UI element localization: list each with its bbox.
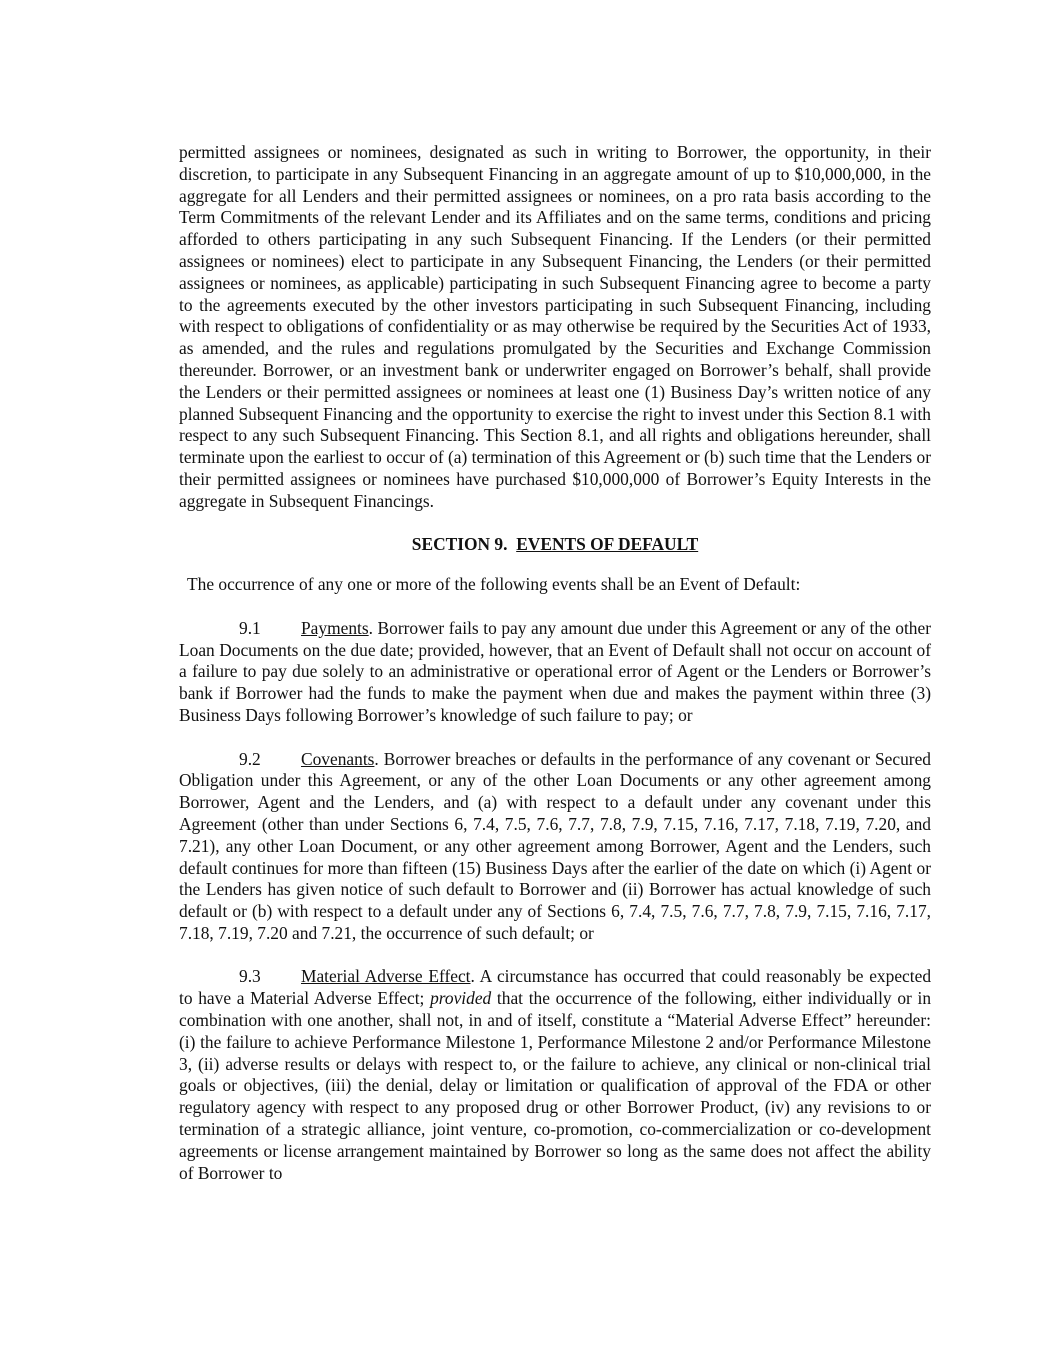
document-page <box>179 142 931 1206</box>
clause-9-1 <box>179 618 931 727</box>
clause-body-italic: provided <box>430 988 492 1009</box>
clause-title: Material Adverse Effect <box>301 966 471 987</box>
continuation-paragraph: permitted assignees or nominees, designated as such in writing to Borrower, the opportunity, in their discretion, to participate in any Subsequent Financing in an aggregate amount of up to $10,000,000, in the aggregate for all Lenders and their permitted assignees or nominees, on a pro rata basis according to the Term Commitments of the relevant Lender and its Affiliates and on the same terms, conditions and pricing afforded to others participating in any such Subsequent Financing. If the Lenders (or their permitted assignees or nominees) elect to participate in any Subsequent Financing, the Lenders (or their permitted assignees or nominees, as applicable) participating in such Subsequent Financing agree to become a party to the agreements executed by the other investors participating in such Subsequent Financing, including with respect to obligations of confidentiality or as may otherwise be required by the Securities Act of 1933, as amended, and the rules and regulations promulgated by the Securities and Exchange Commission thereunder. Borrower, or an investment bank or underwriter engaged on Borrower’s behalf, shall provide the Lenders or their permitted assignees or nominees at least one (1) Business Day’s written notice of any planned Subsequent Financing and the opportunity to exercise the right to invest under this Section 8.1 with respect to any such Subsequent Financing. This Section 8.1, and all rights and obligations hereunder, shall terminate upon the earliest to occur of (a) termination of this Agreement or (b) such time that the Lenders or their permitted assignees or nominees have purchased $10,000,000 of Borrower’s Equity Interests in the aggregate in Subsequent Financings. <box>179 142 931 511</box>
clause-number: 9.2 <box>239 748 261 769</box>
clause-number: 9.3 <box>239 966 261 987</box>
clause-number: 9.1 <box>239 617 261 638</box>
intro-sentence: The occurrence of any one or more of the following events shall be an Event of Default: <box>187 574 801 595</box>
section-number: SECTION 9. <box>411 534 508 555</box>
clause-title: Payments <box>301 617 369 638</box>
clause-body: . A circumstance has occurred that could reasonably be expected to have a Material Adverse Effect; <box>179 966 932 1009</box>
section-title: EVENTS OF DEFAULT <box>516 534 699 555</box>
section-heading <box>179 534 931 556</box>
clause-9-3 <box>179 966 931 1184</box>
clause-body-cont: that the occurrence of the following, either individually or in combination with one another, shall not, in and of itself, constitute a “Material Adverse Effect” hereunder: (i) the failure to achieve Performance Milestone 1, Performance Milestone 2 and/or Performance Milestone 3, (ii) adverse results or delays with respect to, or the failure to achieve, any clinical or non-clinical trial goals or objectives, (iii) the denial, delay or limitation or qualification of approval of the FDA or other regulatory agency with respect to any proposed drug or other Borrower Product, (iv) any revisions to or termination of a strategic alliance, joint venture, co-promotion, co-commercialization or co-development agreements or license arrangement maintained by Borrower so long as the same does not affect the ability of Borrower to <box>179 988 932 1183</box>
clause-body: . Borrower fails to pay any amount due under this Agreement or any of the other Loan Documents on the due date; provided, however, that an Event of Default shall not occur on account of a failure to pay due solely to an administrative or operational error of Agent or the Lenders or Borrower’s bank if Borrower had the funds to make the payment when due and makes the payment within three (3) Business Days following Borrower’s knowledge of such failure to pay; or <box>179 617 931 725</box>
clause-9-2 <box>179 749 931 945</box>
clause-title: Covenants <box>301 748 375 769</box>
clause-body: . Borrower breaches or defaults in the performance of any covenant or Secured Obligation under this Agreement, or any of the other Loan Documents or any other agreement among Borrower, Agent and the Lenders, and (a) with respect to a default under any covenant under this Agreement (other than under Sections 6, 7.4, 7.5, 7.6, 7.7, 7.8, 7.9, 7.15, 7.16, 7.17, 7.18, 7.19, 7.20, and 7.21), any other Loan Document, or any other agreement among Borrower, Agent and the Lenders, such default continues for more than fifteen (15) Business Days after the earlier of the date on which (i) Agent or the Lenders has given notice of such default to Borrower and (ii) Borrower has actual knowledge of such default or (b) with respect to a default under any of Sections 6, 7.4, 7.5, 7.6, 7.7, 7.8, 7.9, 7.15, 7.16, 7.17, 7.18, 7.19, 7.20 and 7.21, the occurrence of such default; or <box>179 748 931 943</box>
